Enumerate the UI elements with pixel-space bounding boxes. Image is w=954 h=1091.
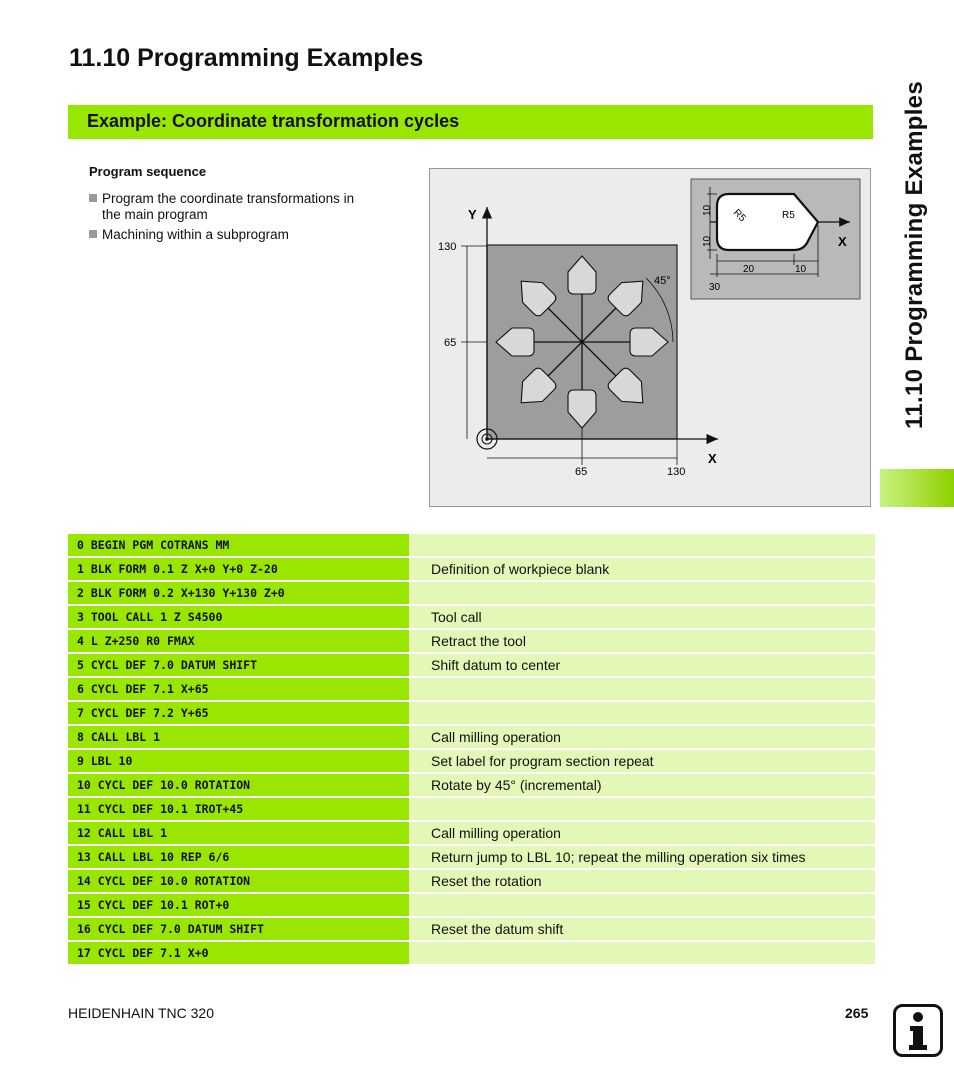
program-row xyxy=(68,606,875,628)
program-row xyxy=(68,846,875,868)
nc-code-line: 7 CYCL DEF 7.2 Y+65 xyxy=(68,702,409,724)
bullet-text: the main program xyxy=(102,207,208,222)
program-row xyxy=(68,582,875,604)
nc-code-description: Tool call xyxy=(409,606,875,628)
bullet-item xyxy=(89,191,389,223)
nc-code-description: Reset the datum shift xyxy=(409,918,875,940)
nc-code-description xyxy=(409,942,875,964)
nc-code-line: 6 CYCL DEF 7.1 X+65 xyxy=(68,678,409,700)
program-row xyxy=(68,942,875,964)
bullet-text: Program the coordinate transformations in xyxy=(102,191,355,206)
nc-code-line: 15 CYCL DEF 10.1 ROT+0 xyxy=(68,894,409,916)
nc-code-description xyxy=(409,798,875,820)
x-tick-label: 65 xyxy=(575,466,588,478)
nc-code-description xyxy=(409,702,875,724)
nc-code-description xyxy=(409,582,875,604)
page-title: 11.10 Programming Examples xyxy=(69,44,424,72)
bullet-text: Machining within a subprogram xyxy=(102,227,289,242)
nc-code-line: 4 L Z+250 R0 FMAX xyxy=(68,630,409,652)
nc-code-description: Retract the tool xyxy=(409,630,875,652)
x-tick-label: 130 xyxy=(667,466,686,478)
nc-code-line: 16 CYCL DEF 7.0 DATUM SHIFT xyxy=(68,918,409,940)
program-row xyxy=(68,534,875,556)
program-row xyxy=(68,630,875,652)
bullet-square-icon xyxy=(89,194,97,202)
program-row xyxy=(68,870,875,892)
detail-dimension-label: 30 xyxy=(709,282,721,293)
side-tab-marker xyxy=(880,469,954,507)
x-axis-label: X xyxy=(708,451,717,466)
nc-code-description: Set label for program section repeat xyxy=(409,750,875,772)
nc-code-description xyxy=(409,894,875,916)
program-row xyxy=(68,798,875,820)
nc-code-description: Return jump to LBL 10; repeat the milling operation six times xyxy=(409,846,875,868)
program-row xyxy=(68,894,875,916)
y-tick-label: 65 xyxy=(444,337,457,349)
nc-code-description: Call milling operation xyxy=(409,726,875,748)
side-title-text: 11.10 Programming Examples xyxy=(901,81,928,429)
program-sequence-heading: Program sequence xyxy=(89,164,207,179)
detail-inset xyxy=(691,179,860,299)
y-axis-label: Y xyxy=(468,207,477,222)
bullet-item xyxy=(89,227,389,243)
example-header-bar xyxy=(68,105,873,139)
program-row xyxy=(68,558,875,580)
info-icon xyxy=(893,1004,943,1057)
nc-code-line: 14 CYCL DEF 10.0 ROTATION xyxy=(68,870,409,892)
detail-x-axis-label: X xyxy=(838,234,847,249)
program-row xyxy=(68,750,875,772)
nc-code-description: Shift datum to center xyxy=(409,654,875,676)
nc-code-line: 3 TOOL CALL 1 Z S4500 xyxy=(68,606,409,628)
side-section-title xyxy=(880,40,950,460)
program-row xyxy=(68,774,875,796)
detail-radius-label: R5 xyxy=(730,207,748,225)
program-row xyxy=(68,678,875,700)
nc-code-line: 17 CYCL DEF 7.1 X+0 xyxy=(68,942,409,964)
program-row xyxy=(68,654,875,676)
nc-code-line: 0 BEGIN PGM COTRANS MM xyxy=(68,534,409,556)
program-row xyxy=(68,822,875,844)
detail-dimension-label: 20 xyxy=(743,264,755,275)
detail-radius-label: R5 xyxy=(782,210,795,221)
nc-code-line: 12 CALL LBL 1 xyxy=(68,822,409,844)
nc-code-line: 10 CYCL DEF 10.0 ROTATION xyxy=(68,774,409,796)
detail-dimension-label: 10 xyxy=(702,235,713,247)
example-title: Example: Coordinate transformation cycles xyxy=(87,111,460,131)
angle-label: 45° xyxy=(654,275,671,287)
drawing-svg xyxy=(430,169,872,508)
page-number: 265 xyxy=(845,1005,869,1021)
program-row xyxy=(68,726,875,748)
nc-code-line: 8 CALL LBL 1 xyxy=(68,726,409,748)
detail-dimension-label: 10 xyxy=(702,204,713,216)
nc-code-description: Reset the rotation xyxy=(409,870,875,892)
nc-code-description xyxy=(409,678,875,700)
nc-code-description xyxy=(409,534,875,556)
nc-code-description: Definition of workpiece blank xyxy=(409,558,875,580)
nc-code-line: 11 CYCL DEF 10.1 IROT+45 xyxy=(68,798,409,820)
nc-code-line: 9 LBL 10 xyxy=(68,750,409,772)
nc-code-description: Call milling operation xyxy=(409,822,875,844)
footer-product-name: HEIDENHAIN TNC 320 xyxy=(68,1005,215,1021)
nc-code-description: Rotate by 45° (incremental) xyxy=(409,774,875,796)
nc-code-line: 1 BLK FORM 0.1 Z X+0 Y+0 Z-20 xyxy=(68,558,409,580)
nc-code-line: 5 CYCL DEF 7.0 DATUM SHIFT xyxy=(68,654,409,676)
nc-code-line: 2 BLK FORM 0.2 X+130 Y+130 Z+0 xyxy=(68,582,409,604)
y-tick-label: 130 xyxy=(438,241,457,253)
bullet-square-icon xyxy=(89,230,97,238)
technical-drawing xyxy=(429,168,871,507)
program-row xyxy=(68,918,875,940)
detail-dimension-label: 10 xyxy=(795,264,807,275)
program-row xyxy=(68,702,875,724)
nc-code-line: 13 CALL LBL 10 REP 6/6 xyxy=(68,846,409,868)
